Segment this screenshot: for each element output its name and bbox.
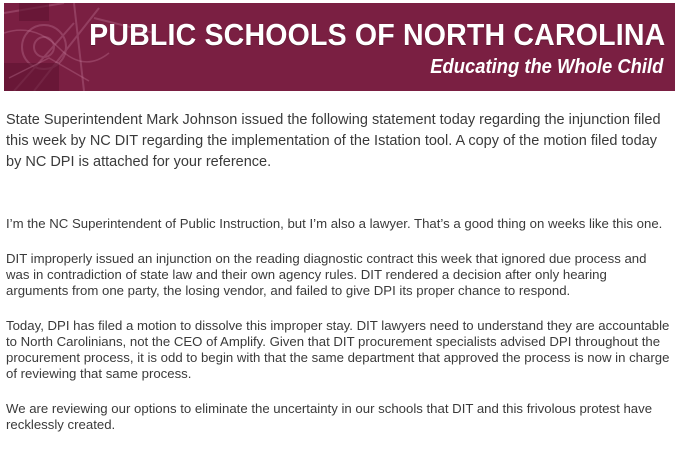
banner-title: PUBLIC SCHOOLS OF NORTH CAROLINA bbox=[88, 17, 665, 52]
statement-paragraph: Today, DPI has filed a motion to dissolve this improper stay. DIT lawyers need to understand they are accountable to North Carolinians, not the CEO of Amplify. Given that DIT procurement specialists advised DPI throughout the procurement process, it is odd to begin with that the same department that approved the process is now in charge of reviewing that same process. bbox=[6, 318, 670, 381]
banner-subtitle: Educating the Whole Child bbox=[429, 56, 663, 78]
intro-paragraph: State Superintendent Mark Johnson issued the following statement today regarding the injunction filed this week by NC DIT regarding the implementation of the Istation tool. A copy of the motion filed today by NC DPI is attached for your reference. bbox=[6, 112, 661, 170]
spacer bbox=[6, 173, 670, 216]
statement-paragraph: We are reviewing our options to eliminate the uncertainty in our schools that DIT and this frivolous protest have recklessly created. bbox=[6, 401, 653, 432]
header-banner bbox=[4, 3, 675, 91]
statement-content bbox=[6, 110, 670, 452]
statement-paragraph: DIT improperly issued an injunction on the reading diagnostic contract this week that ignored due process and was in contradiction of state law and their own agency rules. DIT rendered a decision after only hearing arguments from one party, the losing vendor, and failed to give DPI its proper chance to respond. bbox=[6, 251, 647, 298]
statement-paragraph: I’m the NC Superintendent of Public Instruction, but I’m also a lawyer. That’s a good thing on weeks like this one. bbox=[6, 216, 663, 231]
